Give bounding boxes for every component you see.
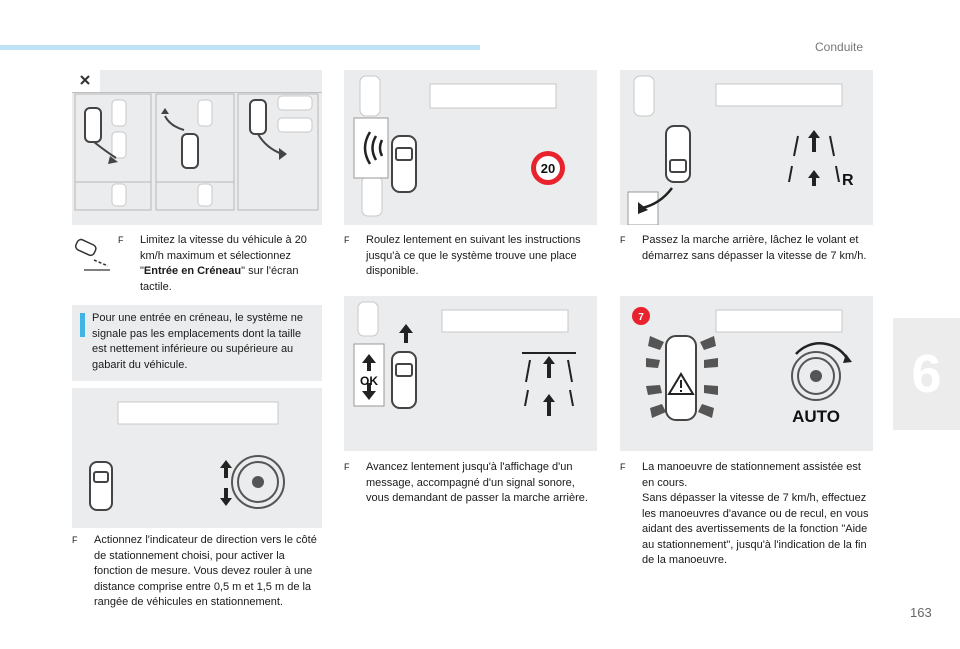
step-reverse-text: F Passez la marche arrière, lâchez le volant et démarrez sans dépasser la vitesse de 7 km/h.	[620, 234, 867, 262]
speed-hand-icon	[72, 236, 112, 276]
step-badge	[632, 307, 650, 325]
bullet-icon: F	[118, 235, 124, 245]
figure-auto-manoeuvre	[620, 296, 873, 451]
ok-label: OK	[360, 374, 378, 388]
car-icon	[666, 126, 690, 182]
auto-label: AUTO	[792, 407, 840, 426]
bullet-icon: F	[620, 235, 626, 245]
chapter-tab	[893, 318, 960, 430]
menu-option-label: Entrée en Créneau	[143, 265, 242, 277]
step-select-text: F Limitez la vitesse du véhicule à 20 km/h maximum et sélectionnez "Entrée en Créneau" sur l'écran tactile.	[118, 234, 307, 293]
bullet-icon: F	[620, 462, 626, 472]
bullet-icon: F	[72, 535, 78, 545]
car-icon	[392, 352, 416, 408]
car-icon	[90, 462, 112, 510]
step-advance-text: F Avancez lentement jusqu'à l'affichage d'un message, accompagné d'un signal sonore, vous demandant de passer la marche arrière.	[344, 461, 588, 504]
section-title: Conduite	[815, 40, 864, 54]
info-note-text: Pour une entrée en créneau, le système ne signale pas les emplacements dont la taille est nettement inférieure ou supérieure au gabarit du véhicule.	[92, 312, 303, 371]
bullet-icon: F	[344, 462, 350, 472]
steering-wheel-icon	[232, 456, 284, 508]
figure-advance	[344, 296, 597, 451]
step-assisted-text	[620, 460, 876, 569]
page-number: 163	[910, 605, 932, 620]
figure-turn-indicator	[72, 388, 322, 528]
header-accent-bar	[0, 45, 480, 50]
car-icon	[392, 136, 416, 192]
step-indicator-text: F Actionnez l'indicateur de direction vers le côté de stationnement choisi, pour activer la fonction de mesure. Vous devez rouler à une distance comprise entre 0,5 m et 1,5 m de la rangée de véhicules en stationnement.	[72, 534, 317, 608]
figure-parking-selection	[72, 70, 322, 225]
steering-wheel-icon	[792, 343, 848, 400]
step-badge-number: 7	[638, 312, 644, 323]
reverse-gear-label: R	[842, 172, 854, 189]
info-note-box	[72, 305, 322, 381]
step-drive-slow-text: F Roulez lentement en suivant les instructions jusqu'à ce que le système trouve une place disponible.	[344, 234, 581, 277]
figure-reverse	[620, 70, 873, 225]
bullet-icon: F	[344, 235, 350, 245]
speed-limit-value: 20	[540, 161, 556, 176]
figure-drive-slowly	[344, 70, 597, 225]
chapter-number: 6	[911, 344, 942, 404]
step-assisted-line2: Sans dépasser la vitesse de 7 km/h, effectuez les manoeuvres d'avance ou de recul, en vous aidant des avertissements de la fonction "Aide au stationnement", jusqu'à l'indication de la fin de la manoeuvre.	[642, 492, 869, 566]
info-icon	[80, 313, 85, 337]
speed-limit-sign-icon	[531, 151, 565, 185]
step-assisted-line1: La manoeuvre de stationnement assistée est en cours.	[642, 461, 861, 489]
